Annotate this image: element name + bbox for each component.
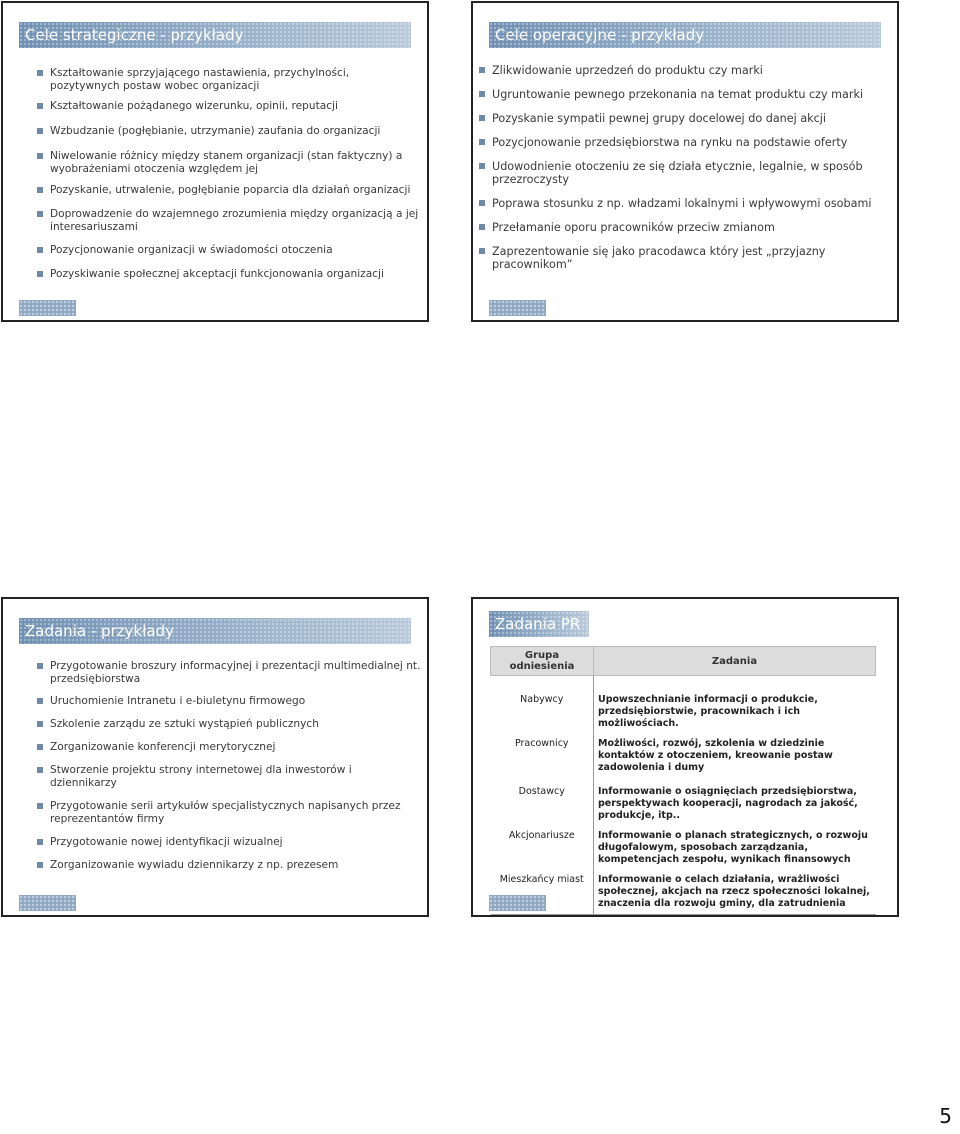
table-row: [491, 734, 876, 778]
group-cell: Dostawcy: [491, 778, 594, 826]
group-cell: Akcjonariusze: [491, 826, 594, 870]
square-bullet-icon: [37, 803, 43, 809]
list-item: Zorganizowanie konferencji merytorycznej: [37, 741, 421, 754]
list-item: Doprowadzenie do wzajemnego zrozumienia między organizacją a jej interesariuszami: [37, 208, 421, 234]
bullet-list: [37, 660, 421, 872]
page-number: 5: [939, 1104, 952, 1128]
list-item: Udowodnienie otoczeniu ze się działa etycznie, legalnie, w sposób przezroczysty: [479, 160, 879, 186]
slide-footer-logo: [19, 300, 76, 316]
square-bullet-icon: [479, 224, 485, 230]
square-bullet-icon: [37, 839, 43, 845]
square-bullet-icon: [479, 248, 485, 254]
slide-operational-goals: [471, 1, 899, 322]
square-bullet-icon: [37, 721, 43, 727]
list-item: Pozyskanie sympatii pewnej grupy docelowej do danej akcji: [479, 112, 879, 125]
list-item: Przełamanie oporu pracowników przeciw zmianom: [479, 221, 879, 234]
list-item: Przygotowanie nowej identyfikacji wizualnej: [37, 836, 421, 849]
list-item: Wzbudzanie (pogłębianie, utrzymanie) zaufania do organizacji: [37, 125, 421, 138]
square-bullet-icon: [37, 862, 43, 868]
list-item: Ugruntowanie pewnego przekonania na temat produktu czy marki: [479, 88, 879, 101]
slide-title: Cele strategiczne - przykłady: [19, 22, 411, 48]
square-bullet-icon: [479, 91, 485, 97]
slide-pr-tasks: [471, 597, 899, 917]
square-bullet-icon: [37, 247, 43, 253]
slide-title: Zadania PR: [489, 611, 589, 637]
square-bullet-icon: [479, 163, 485, 169]
list-item: Stworzenie projektu strony internetowej dla inwestorów i dziennikarzy: [37, 764, 421, 790]
bullet-list: [37, 67, 421, 281]
slide-strategic-goals: [1, 1, 429, 322]
table-row: [491, 826, 876, 870]
table-row: [491, 676, 876, 735]
square-bullet-icon: [37, 744, 43, 750]
square-bullet-icon: [37, 128, 43, 134]
list-item: Uruchomienie Intranetu i e-biuletynu firmowego: [37, 695, 421, 708]
task-cell: Informowanie o celach działania, wrażliwości społecznej, akcjach na rzecz społeczności lokalnej, znaczenia dla rozwoju gminy, dla zatrudnienia: [594, 870, 876, 915]
column-header-group: Grupa odniesienia: [491, 647, 594, 676]
slide-footer-logo: [489, 300, 546, 316]
list-item: Szkolenie zarządu ze sztuki wystąpień publicznych: [37, 718, 421, 731]
square-bullet-icon: [37, 70, 43, 76]
square-bullet-icon: [37, 187, 43, 193]
slide-footer-logo: [489, 895, 546, 911]
list-item: Pozycjonowanie przedsiębiorstwa na rynku na podstawie oferty: [479, 136, 879, 149]
square-bullet-icon: [37, 767, 43, 773]
task-cell: Informowanie o osiągnięciach przedsiębiorstwa, perspektywach kooperacji, nagrodach za jakość, produkcje, itp..: [598, 786, 858, 821]
pr-tasks-table: [490, 646, 876, 915]
table-row: [491, 778, 876, 826]
square-bullet-icon: [37, 211, 43, 217]
column-header-tasks: Zadania: [594, 647, 876, 676]
task-cell: Informowanie o planach strategicznych, o rozwoju długofalowym, sposobach zarządzania, kompetencjach zespołu, wynikach finansowych: [598, 830, 868, 865]
square-bullet-icon: [479, 200, 485, 206]
list-item: Pozycjonowanie organizacji w świadomości otoczenia: [37, 244, 421, 257]
list-item: Kształtowanie pożądanego wizerunku, opinii, reputacji: [37, 100, 421, 113]
group-cell: Mieszkańcy miast: [491, 870, 594, 915]
bullet-list: [479, 64, 879, 271]
square-bullet-icon: [37, 271, 43, 277]
slide-tasks-examples: [1, 597, 429, 917]
list-item: Przygotowanie serii artykułów specjalistycznych napisanych przez reprezentantów firmy: [37, 800, 421, 826]
square-bullet-icon: [37, 153, 43, 159]
list-item: Zaprezentowanie się jako pracodawca który jest „przyjazny pracownikom”: [479, 245, 879, 271]
list-item: Niwelowanie różnicy między stanem organizacji (stan faktyczny) a wyobrażeniami otoczenia względem jej: [37, 150, 421, 176]
task-cell: Upowszechnianie informacji o produkcie, przedsiębiorstwie, pracownikach i ich możliwościach.: [598, 694, 818, 729]
table-header-row: [491, 647, 876, 676]
list-item: Zorganizowanie wywiadu dziennikarzy z np. prezesem: [37, 859, 421, 872]
table-row: [491, 870, 876, 915]
task-cell: Możliwości, rozwój, szkolenia w dziedzinie kontaktów z otoczeniem, kreowanie postaw zadowolenia i dumy: [598, 738, 833, 773]
square-bullet-icon: [37, 698, 43, 704]
square-bullet-icon: [37, 103, 43, 109]
list-item: Pozyskanie, utrwalenie, pogłębianie poparcia dla działań organizacji: [37, 184, 421, 197]
square-bullet-icon: [37, 663, 43, 669]
square-bullet-icon: [479, 139, 485, 145]
list-item: Pozyskiwanie społecznej akceptacji funkcjonowania organizacji: [37, 268, 421, 281]
slide-title: Zadania - przykłady: [19, 618, 411, 644]
slide-footer-logo: [19, 895, 76, 911]
list-item: Zlikwidowanie uprzedzeń do produktu czy marki: [479, 64, 879, 77]
square-bullet-icon: [479, 115, 485, 121]
slide-title: Cele operacyjne - przykłady: [489, 22, 881, 48]
list-item: Poprawa stosunku z np. władzami lokalnymi i wpływowymi osobami: [479, 197, 879, 210]
group-cell: Nabywcy: [491, 676, 594, 735]
group-cell: Pracownicy: [491, 734, 594, 778]
list-item: Przygotowanie broszury informacyjnej i prezentacji multimedialnej nt. przedsiębiorstwa: [37, 660, 421, 686]
square-bullet-icon: [479, 67, 485, 73]
list-item: Kształtowanie sprzyjającego nastawienia, przychylności, pozytywnych postaw wobec organizacji: [37, 67, 421, 93]
